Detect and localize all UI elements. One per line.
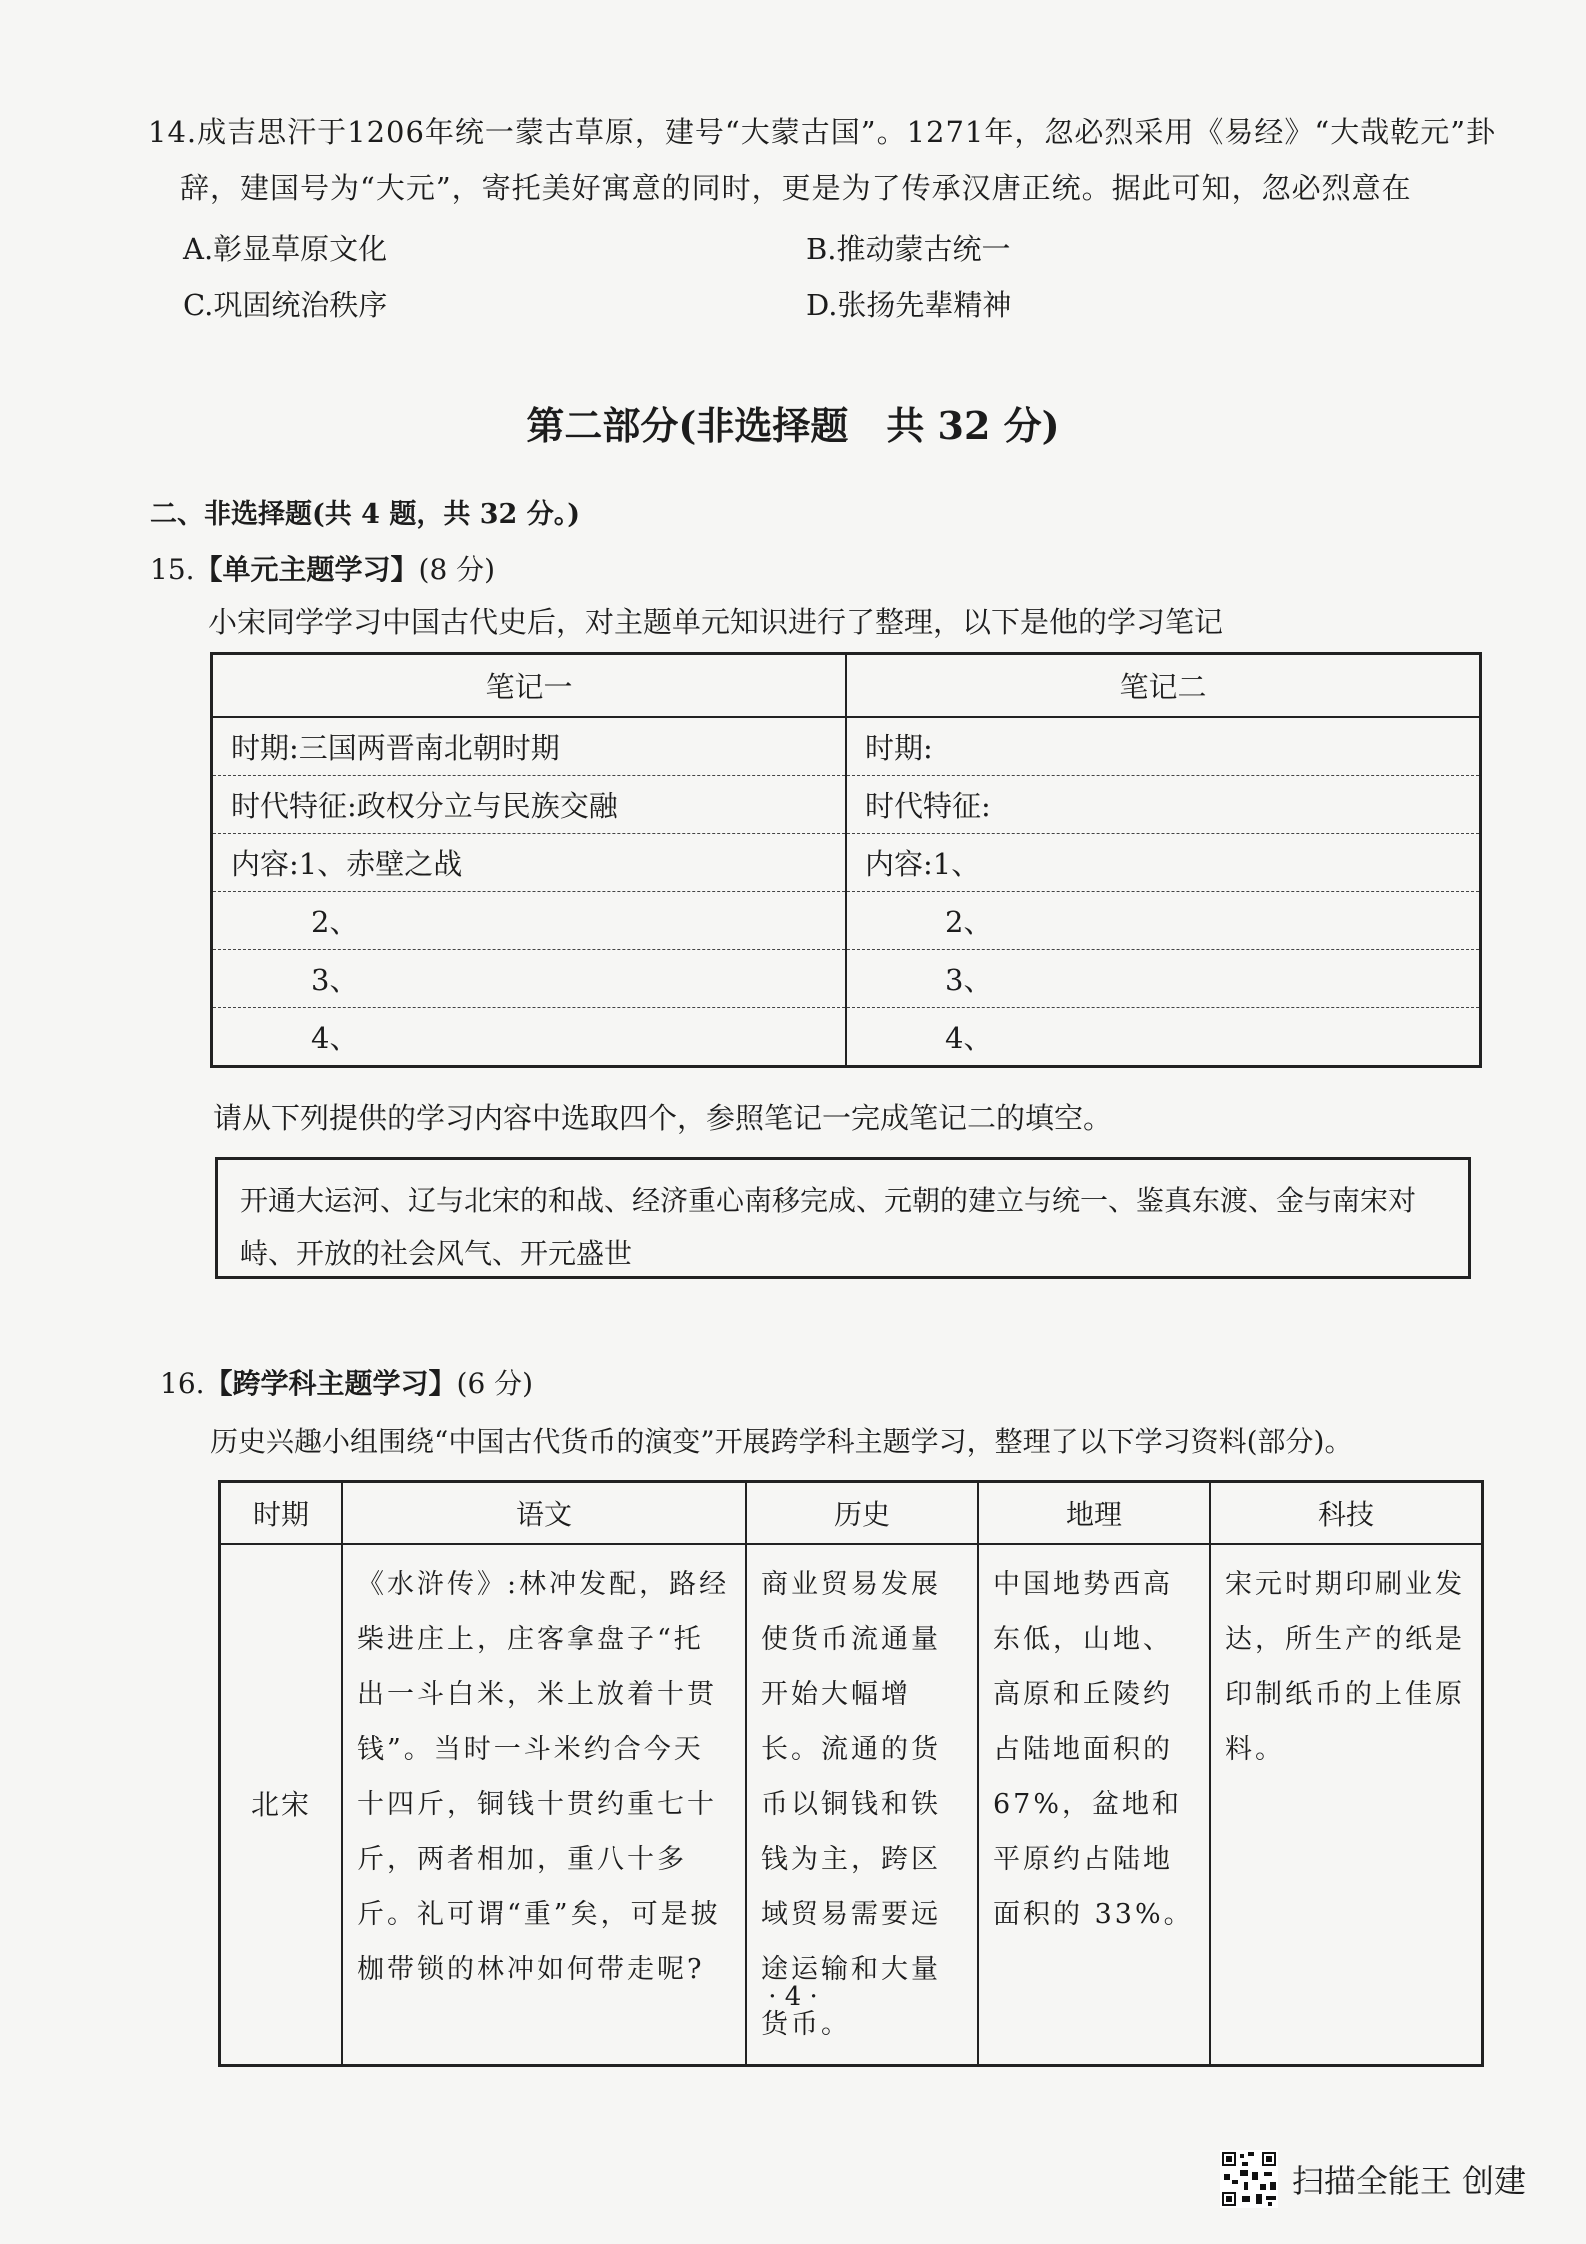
q15-intro: 小宋同学学习中国古代史后，对主题单元知识进行了整理，以下是他的学习笔记 — [208, 605, 1224, 639]
q15-score: (8 分) — [418, 553, 496, 586]
materials-header-history: 历史 — [746, 1482, 978, 1545]
q14-stem-line2: 辞，建国号为“大元”，寄托美好寓意的同时，更是为了传承汉唐正统。据此可知，忽必烈意在 — [180, 171, 1412, 205]
materials-header-row — [220, 1482, 1483, 1545]
note1-cell: 时期:三国两晋南北朝时期 — [231, 731, 560, 765]
notes-header-row — [212, 654, 1481, 718]
note2-cell: 2、 — [846, 892, 1481, 950]
table-row — [212, 834, 1481, 892]
section-title: 第二部分(非选择题 共 32 分) — [526, 403, 1060, 448]
table-row — [212, 717, 1481, 776]
q14-option-b: B.推动蒙古统一 — [806, 232, 1011, 266]
note2-cell: 时代特征: — [846, 776, 1481, 834]
q15-number: 15. — [150, 553, 195, 586]
q16-number: 16. — [160, 1367, 205, 1400]
materials-header-tech: 科技 — [1210, 1482, 1483, 1545]
materials-geography-cell: 中国地势西高东低，山地、高原和丘陵约占陆地面积的 67%，盆地和平原约占陆地面积的 33%。 — [978, 1544, 1210, 2066]
table-row — [212, 1008, 1481, 1067]
table-row — [212, 776, 1481, 834]
section-heading: 二、非选择题(共 4 题，共 32 分。) — [150, 499, 581, 530]
q15-choices-box: 开通大运河、辽与北宋的和战、经济重心南移完成、元朝的建立与统一、鉴真东渡、金与南宋对峙、开放的社会风气、开元盛世 — [215, 1157, 1471, 1279]
notes-table — [210, 652, 1482, 1068]
note1-cell: 内容:1、赤壁之战 — [212, 834, 847, 892]
scanner-watermark — [1220, 2150, 1526, 2208]
materials-tech-cell: 宋元时期印刷业发达，所生产的纸是印制纸币的上佳原料。 — [1210, 1544, 1483, 2066]
q16-score: (6 分) — [456, 1367, 534, 1400]
materials-history-cell: 商业贸易发展使货币流通量开始大幅增长。流通的货币以铜钱和铁钱为主，跨区域贸易需要远途运输和大量货币。 — [746, 1544, 978, 2066]
materials-period-cell: 北宋 — [220, 1544, 343, 2066]
q15-heading — [150, 548, 495, 588]
table-row — [212, 950, 1481, 1008]
q15-tag: 【单元主题学习】 — [194, 553, 419, 586]
q14-option-d: D.张扬先辈精神 — [806, 288, 1012, 322]
materials-header-geography: 地理 — [978, 1482, 1210, 1545]
q15-instruction: 请从下列提供的学习内容中选取四个，参照笔记一完成笔记二的填空。 — [213, 1101, 1113, 1135]
table-row — [212, 892, 1481, 950]
q16-tag: 【跨学科主题学习】 — [204, 1367, 457, 1400]
qr-code-icon — [1220, 2150, 1278, 2208]
materials-header-period: 时期 — [220, 1482, 343, 1545]
note1-cell: 3、 — [212, 950, 847, 1008]
materials-header-chinese: 语文 — [342, 1482, 746, 1545]
q14-option-a: A.彰显草原文化 — [183, 232, 388, 266]
note2-cell: 3、 — [846, 950, 1481, 1008]
materials-table — [218, 1480, 1484, 2067]
note2-cell: 内容:1、 — [846, 834, 1481, 892]
page-number: · 4 · — [768, 1982, 818, 2012]
notes-header-1: 笔记一 — [212, 654, 847, 718]
q14-option-c: C.巩固统治秩序 — [183, 288, 388, 322]
materials-chinese-cell: 《水浒传》:林冲发配，路经柴进庄上，庄客拿盘子“托出一斗白米，米上放着十贯钱”。当时一斗米约合今天十四斤，铜钱十贯约重七十斤，两者相加，重八十多斤。礼可谓“重”矣，可是披枷带锁的林冲如何带走呢? — [342, 1544, 746, 2066]
q14-stem-line1: 14.成吉思汗于1206年统一蒙古草原，建号“大蒙古国”。1271年，忽必烈采用《易经》“大哉乾元”卦 — [148, 115, 1497, 149]
q16-intro: 历史兴趣小组围绕“中国古代货币的演变”开展跨学科主题学习，整理了以下学习资料(部分)。 — [210, 1425, 1353, 1458]
note1-cell: 时代特征:政权分立与民族交融 — [212, 776, 847, 834]
note1-cell: 2、 — [212, 892, 847, 950]
notes-header-2: 笔记二 — [846, 654, 1481, 718]
scanner-text: 扫描全能王 创建 — [1291, 2162, 1526, 2200]
note1-cell: 4、 — [212, 1008, 847, 1067]
note2-cell: 4、 — [846, 1008, 1481, 1067]
q16-heading — [160, 1362, 533, 1402]
note2-cell: 时期: — [846, 717, 1481, 776]
